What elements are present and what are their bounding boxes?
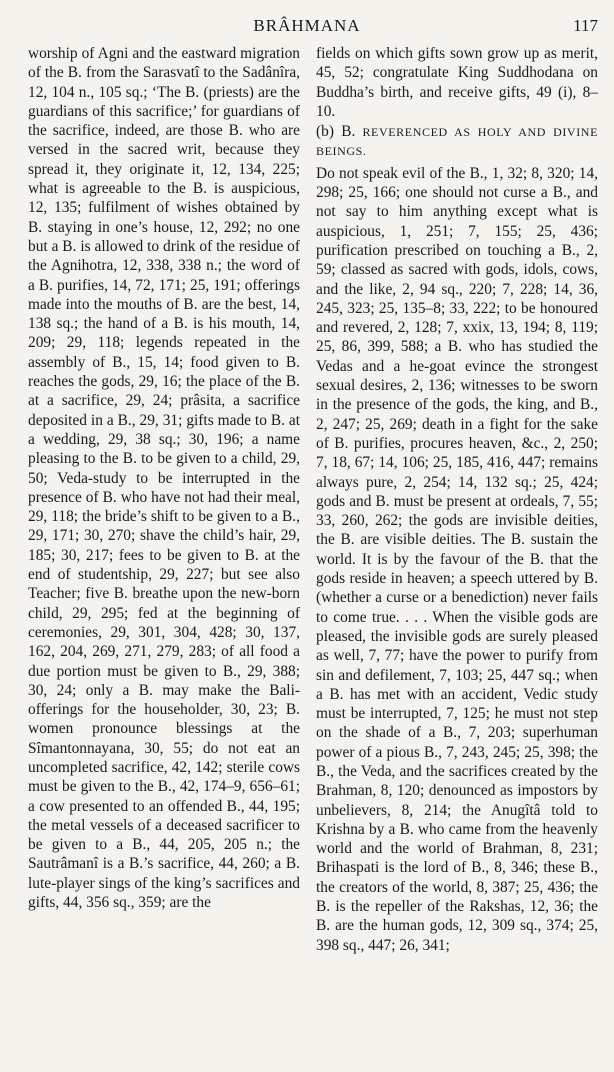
section-body: [316, 164, 598, 955]
section-heading-text: REVERENCED AS HOLY AND DIVINE BEINGS.: [316, 125, 598, 159]
section-label: (b) B.: [316, 123, 356, 141]
right-column: [316, 44, 598, 955]
left-column: [28, 44, 300, 912]
section-heading: [316, 122, 598, 162]
right-column-continuation: fields on which gifts sown grow up as merit, 45, 52; congratulate King Suddhodana on Buddha’s birth, and receive gifts, 49 (i), 8–10.: [316, 45, 598, 120]
running-title: BRÂHMANA: [253, 16, 361, 35]
left-column-text: worship of Agni and the eastward migration of the B. from the Sarasvatî to the Sadânîra, 12, 104 n., 105 sq.; ‘The B. (priests) are the guardians of this sacrifice;’ for guardians of the sacrifice, indeed, are those B. who are versed in the sacred writ, because they spread it, they originate it, 12, 134, 225; what is agreeable to the B. is auspicious, 12, 135; fulfilment of wishes obtained by B. staying in one’s house, 12, 292; no one but a B. is allowed to drink of the residue of the Agnihotra, 12, 338, 338 n.; the word of a B. purifies, 14, 72, 171; 25, 191; offerings made into the mouths of B. are the best, 14, 138 sq.; the hand of a B. is his mouth, 14, 209; 29, 118; legends repeated in the assembly of B., 15, 14; food given to B. reaches the gods, 29, 16; the place of the B. at a sacrifice, 29, 24; prâsita, a sacrifice deposited in a B., 29, 31; gifts made to B. at a wedding, 29, 38 sq.; 30, 196; a name pleasing to the B. to be given to a child, 29, 50; Veda-study to be interrupted in the presence of B. who have not had their meal, 29, 118; the bride’s shift to be given to a B., 29, 171; 30, 270; shave the child’s hair, 29, 185; 30, 217; fees to be given to B. at the end of studentship, 29, 227; but see also Teacher; five B. breathe upon the new-born child, 29, 295; fed at the beginning of ceremonies, 29, 301, 304, 428; 30, 137, 162, 204, 269, 271, 279, 283; of all food a due portion must be given to B., 29, 388; 30, 24; only a B. may make the Bali-offerings for the householder, 30, 23; B. women pronounce blessings at the Sîmantonnayana, 30, 55; do not eat an uncompleted sacrifice, 42, 142; sterile cows must be given to the B., 42, 174–9, 656–61; a cow presented to an offended B., 44, 195; the metal vessels of a deceased sacrificer to be given to a B., 44, 205, 205 n.; the Sautrâmanî is a B.’s sacrifice, 44, 260; a B. lute-player sings of the king’s sacrifices and gifts, 44, 356 sq., 359; are the: [28, 45, 300, 912]
section-body-text: Do not speak evil of the B., 1, 32; 8, 320; 14, 298; 25, 166; one should not curse a B., and not say to him anything except what is auspicious, 1, 251; 7, 155; 25, 436; purification prescribed on touching a B., 2, 59; classed as sacred with gods, idols, cows, and the like, 2, 94 sq., 220; 7, 228; 14, 36, 245, 323; 25, 135–8; 33, 222; to be honoured and revered, 2, 128; 7, xxix, 13, 194; 8, 119; 25, 86, 399, 588; a B. who has studied the Vedas and a he-goat evince the strongest sexual desires, 2, 136; witnesses to be sworn in the presence of the gods, the king, and B., 2, 247; 25, 269; death in a fight for the sake of B. purifies, procures heaven, &c., 2, 250; 7, 18, 67; 14, 106; 25, 185, 416, 447; remains always pure, 2, 254; 14, 132 sq.; 25, 424; gods and B. must be present at ordeals, 7, 55; 33, 260, 262; the gods are invisible deities, the B. are visible deities. The B. sustain the world. It is by the favour of the B. that the gods reside in heaven; a speech uttered by B. (whether a curse or a benediction) never fails to come true. . . . When the visible gods are pleased, the invisible gods are surely pleased as well, 7, 77; have the power to purify from sin and defilement, 7, 103; 25, 447 sq.; when a B. has met with an accident, Vedic study must be interrupted, 7, 125; he must not step on the shade of a B., 7, 203; superhuman power of a pious B., 7, 243, 245; 25, 398; the B., the Veda, and the sacrifices created by the Brahman, 8, 120; denounced as impostors by unbelievers, 8, 214; the Anugîtâ told to Krishna by a B. who came from the heavenly world and the world of Brahman, 8, 231; Brihaspati is the lord of B., 8, 346; these B., the creators of the world, 8, 387; 25, 436; the B. is the repeller of the Rakshas, 12, 36; the B. are the human gods, 12, 309 sq., 374; 25, 398 sq., 447; 26, 341;: [316, 164, 598, 954]
page-number: 117: [573, 16, 598, 35]
page-header: [0, 16, 614, 40]
